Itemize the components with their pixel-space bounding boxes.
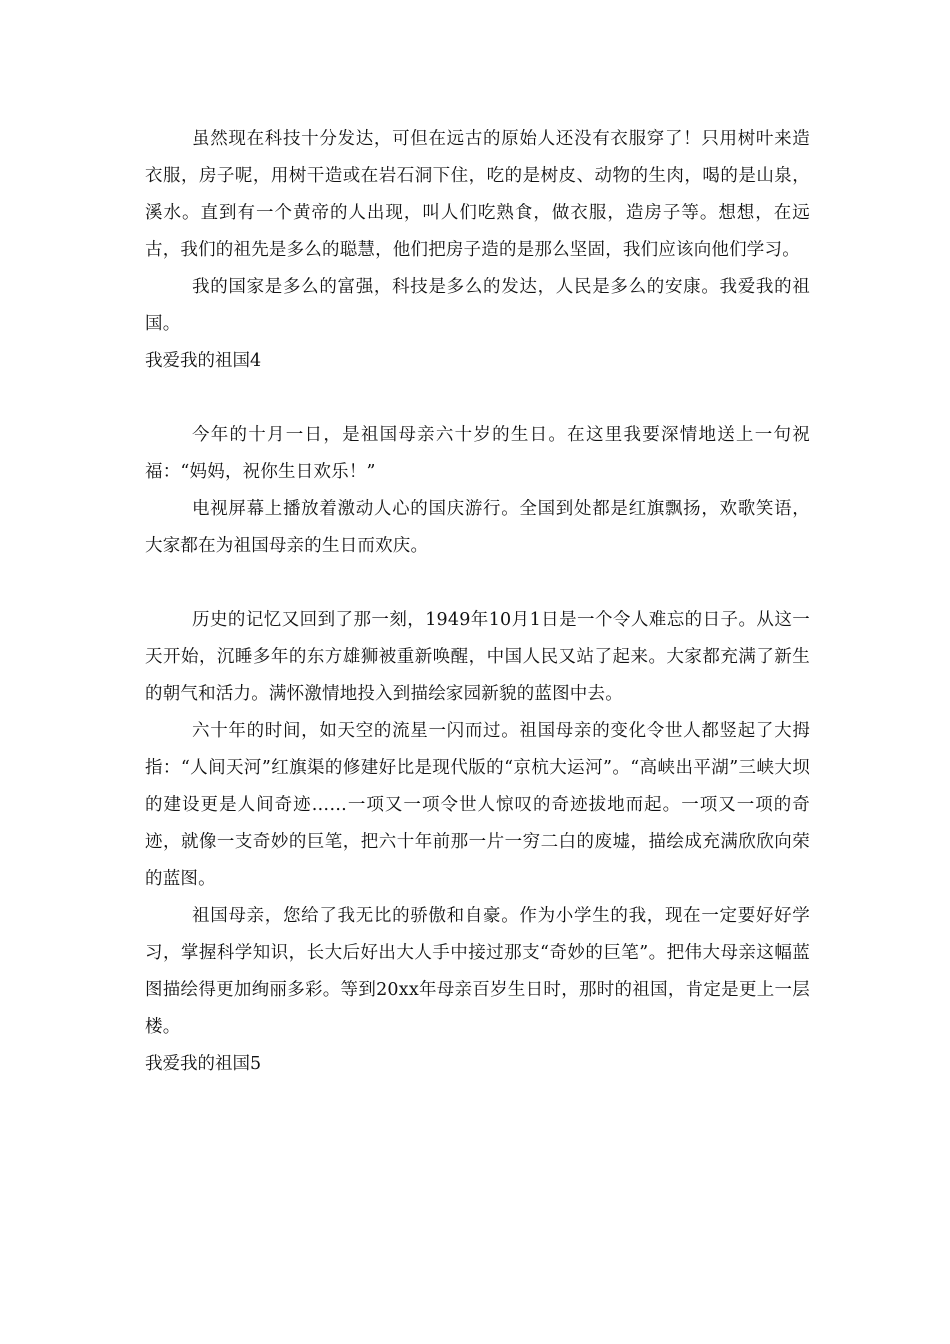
paragraph-country-prosperous: 我的国家是多么的富强，科技是多么的发达，人民是多么的安康。我爱我的祖国。 bbox=[145, 277, 810, 334]
paragraph-birthday-blessing: 今年的十月一日，是祖国母亲六十岁的生日。在这里我要深情地送上一句祝福：“妈妈，祝你生日欢乐！” bbox=[145, 425, 810, 482]
paragraph-history-1949: 历史的记忆又回到了那一刻，1949年10月1日是一个令人难忘的日子。从这一天开始，沉睡多年的东方雄狮被重新唤醒，中国人民又站了起来。大家都充满了新生的朝气和活力。满怀激情地投入到描绘家园新貌的蓝图中去。 bbox=[145, 610, 810, 704]
paragraph-sixty-years: 六十年的时间，如天空的流星一闪而过。祖国母亲的变化令世人都竖起了大拇指：“人间天河”红旗渠的修建好比是现代版的“京杭大运河”。“高峡出平湖”三峡大坝的建设更是人间奇迹……一项又一项令世人惊叹的奇迹拔地而起。一项又一项的奇迹，就像一支奇妙的巨笔，把六十年前那一片一穷二白的废墟，描绘成充满欣欣向荣的蓝图。 bbox=[145, 721, 810, 889]
blank-line bbox=[145, 380, 810, 417]
document-page bbox=[145, 121, 810, 1083]
blank-line bbox=[145, 565, 810, 602]
paragraph-student-promise: 祖国母亲，您给了我无比的骄傲和自豪。作为小学生的我，现在一定要好好学习，掌握科学知识，长大后好出大人手中接过那支“奇妙的巨笔”。把伟大母亲这幅蓝图描绘得更加绚丽多彩。等到20xx年母亲百岁生日时，那时的祖国，肯定是更上一层楼。 bbox=[145, 906, 810, 1037]
section-heading-4: 我爱我的祖国4 bbox=[145, 351, 262, 371]
paragraph-national-parade: 电视屏幕上播放着激动人心的国庆游行。全国到处都是红旗飘扬，欢歌笑语，大家都在为祖国母亲的生日而欢庆。 bbox=[145, 499, 810, 556]
paragraph-ancient-people: 虽然现在科技十分发达，可但在远古的原始人还没有衣服穿了！只用树叶来造衣服，房子呢，用树干造或在岩石洞下住，吃的是树皮、动物的生肉，喝的是山泉，溪水。直到有一个黄帝的人出现，叫人们吃熟食，做衣服，造房子等。想想，在远古，我们的祖先是多么的聪慧，他们把房子造的是那么坚固，我们应该向他们学习。 bbox=[145, 129, 810, 260]
section-heading-5: 我爱我的祖国5 bbox=[145, 1054, 262, 1074]
